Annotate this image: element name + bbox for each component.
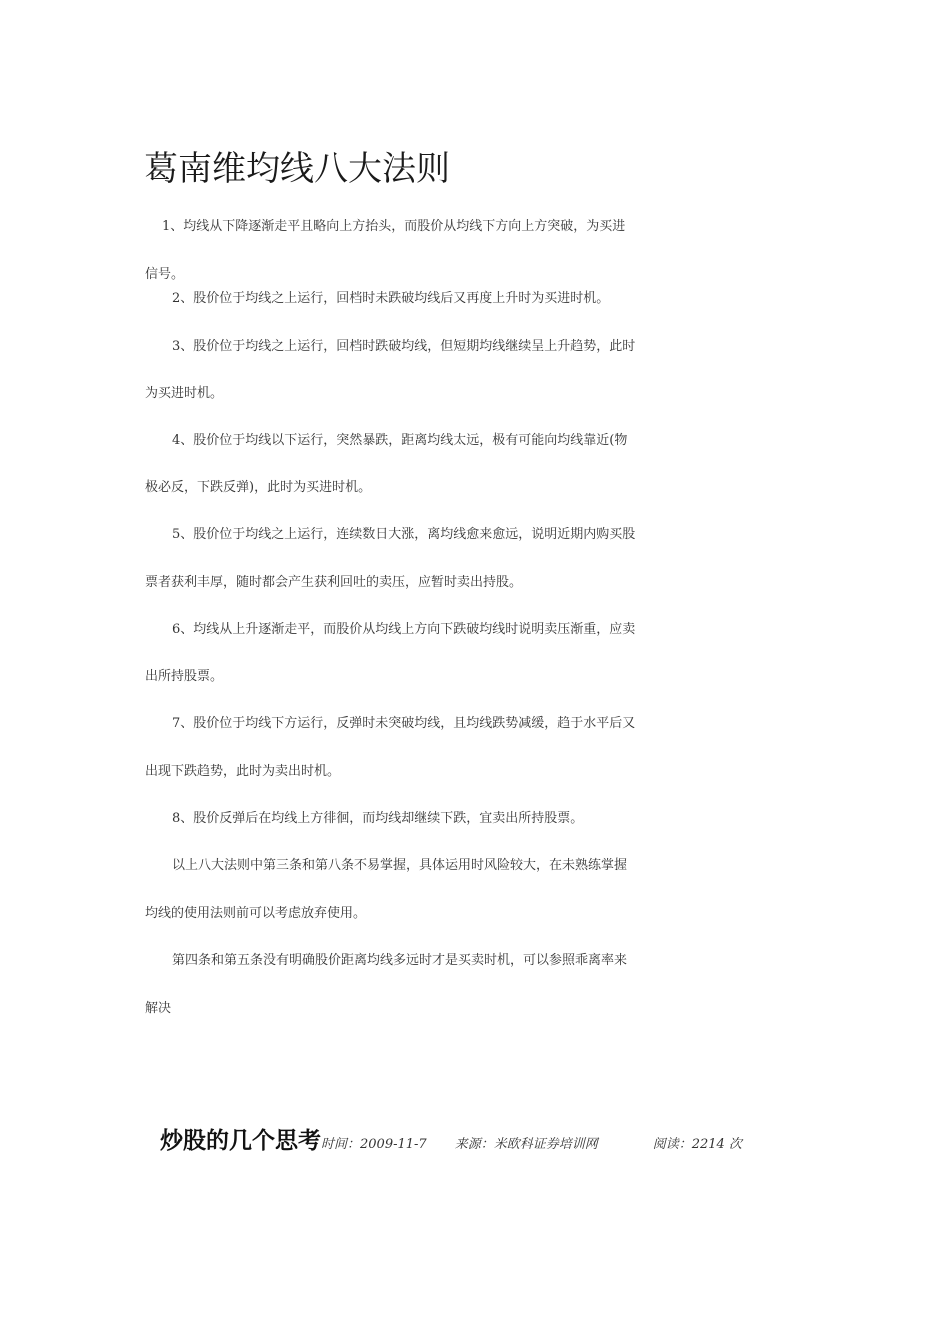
note-2-line-1: 第四条和第五条没有明确股价距离均线多远时才是买卖时机，可以参照乖离率来: [172, 953, 628, 968]
page-title: 葛南维均线八大法则: [144, 149, 450, 189]
rule-5-line-2: 票者获利丰厚，随时都会产生获利回吐的卖压，应暂时卖出持股。: [145, 575, 523, 590]
note-1-line-1: 以上八大法则中第三条和第八条不易掌握，具体运用时风险较大，在未熟练掌握: [172, 858, 628, 873]
rule-2-line-1: 2、股价位于均线之上运行，回档时未跌破均线后又再度上升时为买进时机。: [172, 291, 610, 306]
rule-7-line-1: 7、股价位于均线下方运行，反弹时未突破均线，且均线跌势减缓，趋于水平后又: [172, 716, 636, 731]
article-source: 来源：米欧科证券培训网: [454, 1137, 598, 1152]
article-read-count: 阅读：2214 次: [652, 1137, 742, 1152]
article-header: [160, 1126, 742, 1156]
rule-3-line-2: 为买进时机。: [145, 386, 224, 401]
rule-6-line-2: 出所持股票。: [145, 669, 224, 684]
article-time: 时间：2009-11-7: [321, 1137, 427, 1152]
rule-8-line-1: 8、股价反弹后在均线上方徘徊，而均线却继续下跌，宜卖出所持股票。: [172, 811, 584, 826]
rule-7-line-2: 出现下跌趋势，此时为卖出时机。: [145, 764, 341, 779]
article-heading: 炒股的几个思考: [160, 1128, 321, 1154]
note-2-line-2: 解决: [145, 1001, 172, 1016]
rule-1-line-1: 1、均线从下降逐渐走平且略向上方抬头，而股价从均线下方向上方突破，为买进: [162, 219, 626, 234]
rule-3-line-1: 3、股价位于均线之上运行，回档时跌破均线，但短期均线继续呈上升趋势，此时: [172, 339, 636, 354]
rule-5-line-1: 5、股价位于均线之上运行，连续数日大涨，离均线愈来愈远，说明近期内购买股: [172, 527, 636, 542]
rule-4-line-2: 极必反，下跌反弹)，此时为买进时机。: [145, 480, 372, 495]
rule-4-line-1: 4、股价位于均线以下运行，突然暴跌，距离均线太远，极有可能向均线靠近(物: [172, 433, 628, 448]
rule-6-line-1: 6、均线从上升逐渐走平，而股价从均线上方向下跌破均线时说明卖压渐重，应卖: [172, 622, 636, 637]
rule-1-line-2: 信号。: [145, 267, 185, 282]
note-1-line-2: 均线的使用法则前可以考虑放弃使用。: [145, 906, 367, 921]
